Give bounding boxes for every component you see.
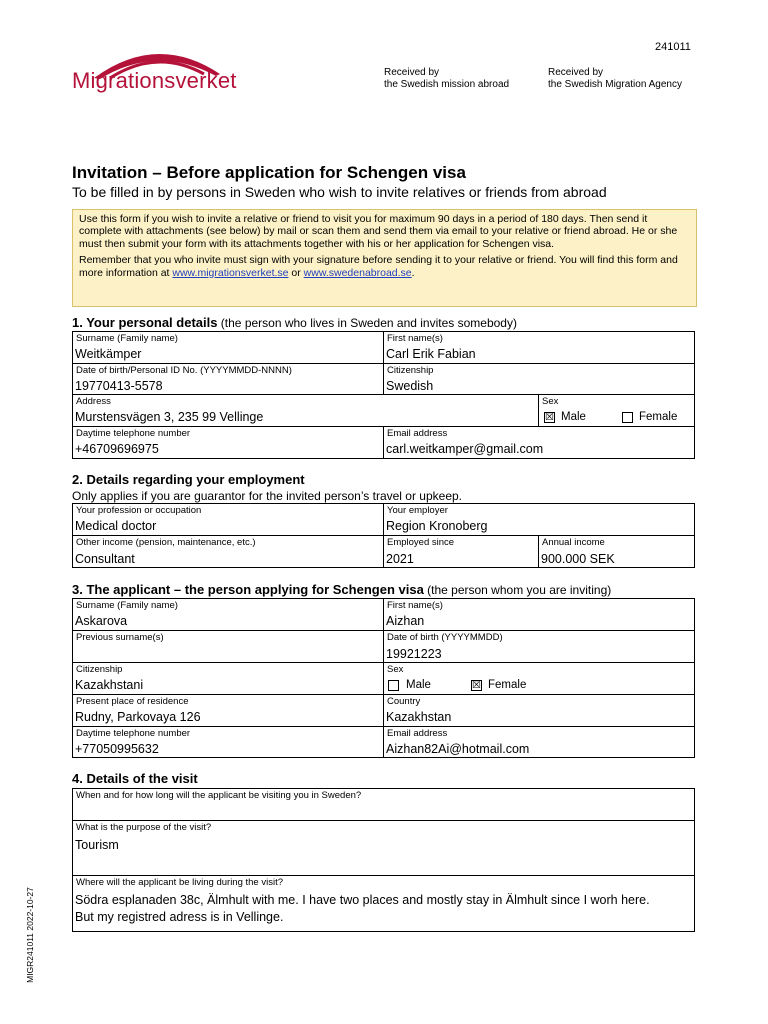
s2-employer-field[interactable]: Your employer Region Kronoberg [383, 503, 695, 536]
s3-country-field[interactable]: Country Kazakhstan [383, 694, 695, 727]
s3-citizenship-field[interactable]: Citizenship Kazakhstani [72, 662, 384, 695]
s3-email-field[interactable]: Email address Aizhan82Ai@hotmail.com [383, 726, 695, 758]
s4-when-field[interactable]: When and for how long will the applicant be visiting you in Sweden? [72, 788, 695, 821]
info-box [72, 209, 697, 307]
s3-sex-field: Sex Male ☒ Female [383, 662, 695, 695]
s1-address-field[interactable]: Address Murstensvägen 3, 235 99 Vellinge [72, 394, 539, 427]
s1-surname-field[interactable]: Surname (Family name) Weitkämper [72, 331, 384, 364]
s2-employed-since-field[interactable]: Employed since 2021 [383, 535, 539, 568]
s1-female-checkbox[interactable] [622, 412, 633, 423]
received-agency: Received by the Swedish Migration Agency [548, 67, 682, 90]
s3-male-checkbox[interactable] [388, 680, 399, 691]
s1-email-field[interactable]: Email address carl.weitkamper@gmail.com [383, 426, 695, 459]
section-3-heading: 3. The applicant – the person applying for Schengen visa (the person whom you are inviting) [72, 582, 612, 597]
s4-living-field[interactable]: Where will the applicant be living during the visit? Södra esplanaden 38c, Älmhult with me. I have two places and mostly stay in Älmhult since I worh here. But my registred adress is in Vellinge. [72, 875, 695, 932]
s3-dob-field[interactable]: Date of birth (YYYYMMDD) 19921223 [383, 630, 695, 663]
s3-firstname-field[interactable]: First name(s) Aizhan [383, 598, 695, 631]
s1-male-checkbox[interactable]: ☒ [545, 412, 554, 423]
s3-phone-field[interactable]: Daytime telephone number +77050995632 [72, 726, 384, 758]
link-migrationsverket[interactable]: www.migrationsverket.se [172, 266, 289, 279]
s1-firstname-field[interactable]: First name(s) Carl Erik Fabian [383, 331, 695, 364]
s3-female-checkbox[interactable]: ☒ [472, 680, 481, 691]
s2-other-income-field[interactable]: Other income (pension, maintenance, etc.) Consultant [72, 535, 384, 568]
section-4-heading: 4. Details of the visit [72, 771, 198, 786]
form-code-vertical: MIGR241011 2022-10-27 [24, 887, 35, 983]
form-subtitle: To be filled in by persons in Sweden who wish to invite relatives or friends from abroad [72, 184, 607, 200]
section-2-heading: 2. Details regarding your employment [72, 472, 305, 487]
link-swedenabroad[interactable]: www.swedenabroad.se [303, 266, 412, 279]
s2-annual-income-field[interactable]: Annual income 900.000 SEK [538, 535, 695, 568]
s2-profession-field[interactable]: Your profession or occupation Medical doctor [72, 503, 384, 536]
s1-sex-field: Sex ☒ Male Female [538, 394, 695, 427]
s4-purpose-field[interactable]: What is the purpose of the visit? Tourism [72, 820, 695, 876]
form-title: Invitation – Before application for Schengen visa [72, 163, 466, 182]
received-mission: Received by the Swedish mission abroad [384, 67, 510, 90]
s1-dob-field[interactable]: Date of birth/Personal ID No. (YYYYMMDD-NNNN) 19770413-5578 [72, 363, 384, 395]
form-number: 241011 [655, 41, 691, 53]
section-2-note: Only applies if you are guarantor for the invited person’s travel or upkeep. [72, 489, 462, 503]
agency-logo-text: Migrationsverket [72, 68, 237, 93]
section-1-heading: 1. Your personal details (the person who lives in Sweden and invites somebody) [72, 315, 517, 330]
s3-surname-field[interactable]: Surname (Family name) Askarova [72, 598, 384, 631]
info-paragraph-2: Remember that you who invite must sign with your signature before sending it to your relative or friend. You will find this form and more information at www.migrationsverket.se or www.swedenabroad.se. [79, 254, 678, 279]
s1-phone-field[interactable]: Daytime telephone number +46709696975 [72, 426, 384, 459]
s1-citizenship-field[interactable]: Citizenship Swedish [383, 363, 695, 395]
s3-previous-surname-field[interactable]: Previous surname(s) [72, 630, 384, 663]
info-paragraph-1: Use this form if you wish to invite a relative or friend to visit you for maximum 90 days in a period of 180 days. Then send it complete with attachments (see below) by mail or scan them and send them via email to your relative or friend abroad. He or she must then submit your form with its attachments together with his or her application for Schengen visa. [79, 213, 678, 250]
s3-residence-field[interactable]: Present place of residence Rudny, Parkovaya 126 [72, 694, 384, 727]
